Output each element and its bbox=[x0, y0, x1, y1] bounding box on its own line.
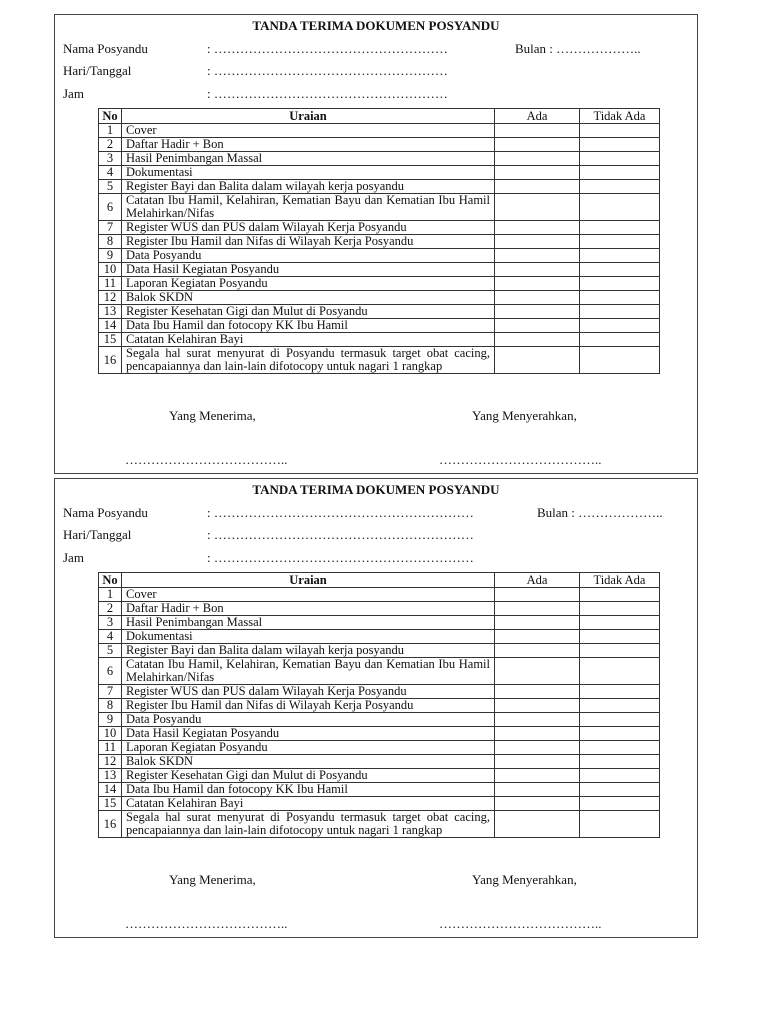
ada-cell[interactable] bbox=[495, 755, 580, 769]
row-number: 4 bbox=[99, 166, 122, 180]
row-number: 16 bbox=[99, 347, 122, 374]
ada-cell[interactable] bbox=[495, 616, 580, 630]
tidak-ada-cell[interactable] bbox=[580, 658, 660, 685]
table-row bbox=[99, 630, 660, 644]
ada-cell[interactable] bbox=[495, 602, 580, 616]
row-item: Register WUS dan PUS dalam Wilayah Kerja Posyandu bbox=[122, 221, 495, 235]
row-item: Catatan Ibu Hamil, Kelahiran, Kematian Bayu dan Kematian Ibu Hamil Melahirkan/Nifas bbox=[122, 194, 495, 221]
ada-cell[interactable] bbox=[495, 797, 580, 811]
row-number: 2 bbox=[99, 602, 122, 616]
column-header-tidak-ada: Tidak Ada bbox=[580, 573, 660, 588]
ada-cell[interactable] bbox=[495, 783, 580, 797]
field-label: Jam bbox=[63, 86, 84, 101]
row-number: 4 bbox=[99, 630, 122, 644]
row-item: Balok SKDN bbox=[122, 291, 495, 305]
row-number: 11 bbox=[99, 741, 122, 755]
row-number: 14 bbox=[99, 319, 122, 333]
row-item: Data Posyandu bbox=[122, 713, 495, 727]
field-bulan: Bulan : ……………….. bbox=[537, 505, 663, 520]
table-row bbox=[99, 658, 660, 685]
row-item: Hasil Penimbangan Massal bbox=[122, 616, 495, 630]
row-item: Catatan Ibu Hamil, Kelahiran, Kematian Bayu dan Kematian Ibu Hamil Melahirkan/Nifas bbox=[122, 658, 495, 685]
row-item: Laporan Kegiatan Posyandu bbox=[122, 277, 495, 291]
table-row bbox=[99, 588, 660, 602]
ada-cell[interactable] bbox=[495, 727, 580, 741]
table-row bbox=[99, 333, 660, 347]
row-item: Register Bayi dan Balita dalam wilayah kerja posyandu bbox=[122, 644, 495, 658]
ada-cell[interactable] bbox=[495, 699, 580, 713]
row-number: 2 bbox=[99, 138, 122, 152]
row-number: 12 bbox=[99, 291, 122, 305]
column-header-uraian: Uraian bbox=[122, 573, 495, 588]
table-row bbox=[99, 741, 660, 755]
tidak-ada-cell[interactable] bbox=[580, 124, 660, 138]
tidak-ada-cell[interactable] bbox=[580, 180, 660, 194]
ada-cell[interactable] bbox=[495, 319, 580, 333]
field-blank: : ……………………………………………… bbox=[207, 63, 448, 78]
ada-cell[interactable] bbox=[495, 811, 580, 838]
tidak-ada-cell[interactable] bbox=[580, 333, 660, 347]
row-item: Cover bbox=[122, 124, 495, 138]
row-number: 9 bbox=[99, 713, 122, 727]
table-row bbox=[99, 727, 660, 741]
row-item: Segala hal surat menyurat di Posyandu termasuk target obat cacing, pencapaiannya dan lain-lain difotocopy untuk nagari 1 rangkap bbox=[122, 347, 495, 374]
tidak-ada-cell[interactable] bbox=[580, 166, 660, 180]
table-row bbox=[99, 699, 660, 713]
row-number: 3 bbox=[99, 616, 122, 630]
giver-signature-line: ……………………………….. bbox=[439, 452, 602, 467]
tidak-ada-cell[interactable] bbox=[580, 263, 660, 277]
receiver-signature-line: ……………………………….. bbox=[125, 916, 288, 931]
tidak-ada-cell[interactable] bbox=[580, 347, 660, 374]
field-bulan: Bulan : ……………….. bbox=[515, 41, 641, 56]
document-checklist-table bbox=[98, 572, 660, 838]
tidak-ada-cell[interactable] bbox=[580, 588, 660, 602]
row-number: 3 bbox=[99, 152, 122, 166]
row-item: Daftar Hadir + Bon bbox=[122, 138, 495, 152]
ada-cell[interactable] bbox=[495, 741, 580, 755]
field-blank: : …………………………………………………… bbox=[207, 505, 474, 520]
ada-cell[interactable] bbox=[495, 333, 580, 347]
row-item: Data Posyandu bbox=[122, 249, 495, 263]
table-row bbox=[99, 685, 660, 699]
field-label: Jam bbox=[63, 550, 84, 565]
ada-cell[interactable] bbox=[495, 713, 580, 727]
ada-cell[interactable] bbox=[495, 305, 580, 319]
field-blank: : …………………………………………………… bbox=[207, 527, 474, 542]
table-row bbox=[99, 644, 660, 658]
form-title: TANDA TERIMA DOKUMEN POSYANDU bbox=[252, 482, 500, 497]
tidak-ada-cell[interactable] bbox=[580, 727, 660, 741]
row-number: 1 bbox=[99, 124, 122, 138]
tidak-ada-cell[interactable] bbox=[580, 769, 660, 783]
table-row bbox=[99, 194, 660, 221]
row-number: 1 bbox=[99, 588, 122, 602]
giver-signature-line: ……………………………….. bbox=[439, 916, 602, 931]
receipt-form-2 bbox=[54, 478, 698, 938]
giver-label: Yang Menyerahkan, bbox=[472, 872, 577, 887]
tidak-ada-cell[interactable] bbox=[580, 152, 660, 166]
row-number: 9 bbox=[99, 249, 122, 263]
ada-cell[interactable] bbox=[495, 685, 580, 699]
table-row bbox=[99, 319, 660, 333]
ada-cell[interactable] bbox=[495, 235, 580, 249]
field-label: Hari/Tanggal bbox=[63, 63, 132, 78]
tidak-ada-cell[interactable] bbox=[580, 644, 660, 658]
table-row bbox=[99, 755, 660, 769]
ada-cell[interactable] bbox=[495, 769, 580, 783]
table-row bbox=[99, 305, 660, 319]
row-number: 8 bbox=[99, 699, 122, 713]
tidak-ada-cell[interactable] bbox=[580, 291, 660, 305]
ada-cell[interactable] bbox=[495, 291, 580, 305]
row-number: 11 bbox=[99, 277, 122, 291]
row-item: Register Ibu Hamil dan Nifas di Wilayah Kerja Posyandu bbox=[122, 235, 495, 249]
row-item: Data Ibu Hamil dan fotocopy KK Ibu Hamil bbox=[122, 783, 495, 797]
row-number: 5 bbox=[99, 644, 122, 658]
tidak-ada-cell[interactable] bbox=[580, 319, 660, 333]
ada-cell[interactable] bbox=[495, 263, 580, 277]
row-number: 13 bbox=[99, 305, 122, 319]
tidak-ada-cell[interactable] bbox=[580, 699, 660, 713]
row-number: 12 bbox=[99, 755, 122, 769]
ada-cell[interactable] bbox=[495, 347, 580, 374]
row-item: Dokumentasi bbox=[122, 630, 495, 644]
row-number: 6 bbox=[99, 194, 122, 221]
row-item: Register Bayi dan Balita dalam wilayah kerja posyandu bbox=[122, 180, 495, 194]
row-number: 13 bbox=[99, 769, 122, 783]
form-title: TANDA TERIMA DOKUMEN POSYANDU bbox=[252, 18, 500, 33]
tidak-ada-cell[interactable] bbox=[580, 797, 660, 811]
receiver-signature-line: ……………………………….. bbox=[125, 452, 288, 467]
table-row bbox=[99, 811, 660, 838]
giver-label: Yang Menyerahkan, bbox=[472, 408, 577, 423]
table-row bbox=[99, 152, 660, 166]
row-item: Daftar Hadir + Bon bbox=[122, 602, 495, 616]
column-header-no: No bbox=[99, 109, 122, 124]
row-number: 16 bbox=[99, 811, 122, 838]
row-item: Cover bbox=[122, 588, 495, 602]
column-header-ada: Ada bbox=[495, 573, 580, 588]
tidak-ada-cell[interactable] bbox=[580, 138, 660, 152]
tidak-ada-cell[interactable] bbox=[580, 235, 660, 249]
tidak-ada-cell[interactable] bbox=[580, 602, 660, 616]
table-header-row bbox=[99, 573, 660, 588]
row-item: Balok SKDN bbox=[122, 755, 495, 769]
tidak-ada-cell[interactable] bbox=[580, 616, 660, 630]
row-item: Register Kesehatan Gigi dan Mulut di Posyandu bbox=[122, 769, 495, 783]
row-number: 7 bbox=[99, 685, 122, 699]
table-row bbox=[99, 138, 660, 152]
row-item: Data Hasil Kegiatan Posyandu bbox=[122, 263, 495, 277]
tidak-ada-cell[interactable] bbox=[580, 630, 660, 644]
tidak-ada-cell[interactable] bbox=[580, 221, 660, 235]
ada-cell[interactable] bbox=[495, 166, 580, 180]
table-row bbox=[99, 166, 660, 180]
row-item: Catatan Kelahiran Bayi bbox=[122, 333, 495, 347]
row-item: Register Ibu Hamil dan Nifas di Wilayah Kerja Posyandu bbox=[122, 699, 495, 713]
row-item: Data Ibu Hamil dan fotocopy KK Ibu Hamil bbox=[122, 319, 495, 333]
table-row bbox=[99, 180, 660, 194]
ada-cell[interactable] bbox=[495, 152, 580, 166]
table-row bbox=[99, 713, 660, 727]
tidak-ada-cell[interactable] bbox=[580, 249, 660, 263]
ada-cell[interactable] bbox=[495, 180, 580, 194]
tidak-ada-cell[interactable] bbox=[580, 741, 660, 755]
column-header-no: No bbox=[99, 573, 122, 588]
table-row bbox=[99, 347, 660, 374]
ada-cell[interactable] bbox=[495, 277, 580, 291]
ada-cell[interactable] bbox=[495, 194, 580, 221]
receipt-form-1 bbox=[54, 14, 698, 474]
tidak-ada-cell[interactable] bbox=[580, 811, 660, 838]
field-label: Nama Posyandu bbox=[63, 505, 148, 520]
table-row bbox=[99, 124, 660, 138]
tidak-ada-cell[interactable] bbox=[580, 305, 660, 319]
row-number: 10 bbox=[99, 263, 122, 277]
tidak-ada-cell[interactable] bbox=[580, 755, 660, 769]
table-row bbox=[99, 249, 660, 263]
row-number: 6 bbox=[99, 658, 122, 685]
receiver-label: Yang Menerima, bbox=[169, 408, 256, 423]
column-header-uraian: Uraian bbox=[122, 109, 495, 124]
ada-cell[interactable] bbox=[495, 221, 580, 235]
tidak-ada-cell[interactable] bbox=[580, 277, 660, 291]
ada-cell[interactable] bbox=[495, 588, 580, 602]
table-row bbox=[99, 797, 660, 811]
row-number: 15 bbox=[99, 797, 122, 811]
field-blank: : ……………………………………………… bbox=[207, 86, 448, 101]
row-item: Data Hasil Kegiatan Posyandu bbox=[122, 727, 495, 741]
row-item: Hasil Penimbangan Massal bbox=[122, 152, 495, 166]
field-label: Nama Posyandu bbox=[63, 41, 148, 56]
ada-cell[interactable] bbox=[495, 124, 580, 138]
table-row bbox=[99, 277, 660, 291]
receiver-label: Yang Menerima, bbox=[169, 872, 256, 887]
ada-cell[interactable] bbox=[495, 630, 580, 644]
table-row bbox=[99, 602, 660, 616]
row-number: 14 bbox=[99, 783, 122, 797]
table-row bbox=[99, 263, 660, 277]
field-label: Hari/Tanggal bbox=[63, 527, 132, 542]
row-number: 5 bbox=[99, 180, 122, 194]
row-item: Catatan Kelahiran Bayi bbox=[122, 797, 495, 811]
row-item: Segala hal surat menyurat di Posyandu termasuk target obat cacing, pencapaiannya dan lain-lain difotocopy untuk nagari 1 rangkap bbox=[122, 811, 495, 838]
table-row bbox=[99, 235, 660, 249]
tidak-ada-cell[interactable] bbox=[580, 713, 660, 727]
row-number: 8 bbox=[99, 235, 122, 249]
row-item: Dokumentasi bbox=[122, 166, 495, 180]
table-row bbox=[99, 783, 660, 797]
row-item: Laporan Kegiatan Posyandu bbox=[122, 741, 495, 755]
row-number: 7 bbox=[99, 221, 122, 235]
row-item: Register Kesehatan Gigi dan Mulut di Posyandu bbox=[122, 305, 495, 319]
tidak-ada-cell[interactable] bbox=[580, 783, 660, 797]
ada-cell[interactable] bbox=[495, 249, 580, 263]
ada-cell[interactable] bbox=[495, 644, 580, 658]
table-row bbox=[99, 221, 660, 235]
column-header-ada: Ada bbox=[495, 109, 580, 124]
row-number: 15 bbox=[99, 333, 122, 347]
field-blank: : ……………………………………………… bbox=[207, 41, 448, 56]
table-row bbox=[99, 291, 660, 305]
table-row bbox=[99, 616, 660, 630]
row-number: 10 bbox=[99, 727, 122, 741]
row-item: Register WUS dan PUS dalam Wilayah Kerja Posyandu bbox=[122, 685, 495, 699]
tidak-ada-cell[interactable] bbox=[580, 194, 660, 221]
ada-cell[interactable] bbox=[495, 138, 580, 152]
tidak-ada-cell[interactable] bbox=[580, 685, 660, 699]
column-header-tidak-ada: Tidak Ada bbox=[580, 109, 660, 124]
field-blank: : …………………………………………………… bbox=[207, 550, 474, 565]
ada-cell[interactable] bbox=[495, 658, 580, 685]
table-header-row bbox=[99, 109, 660, 124]
table-row bbox=[99, 769, 660, 783]
document-checklist-table bbox=[98, 108, 660, 374]
